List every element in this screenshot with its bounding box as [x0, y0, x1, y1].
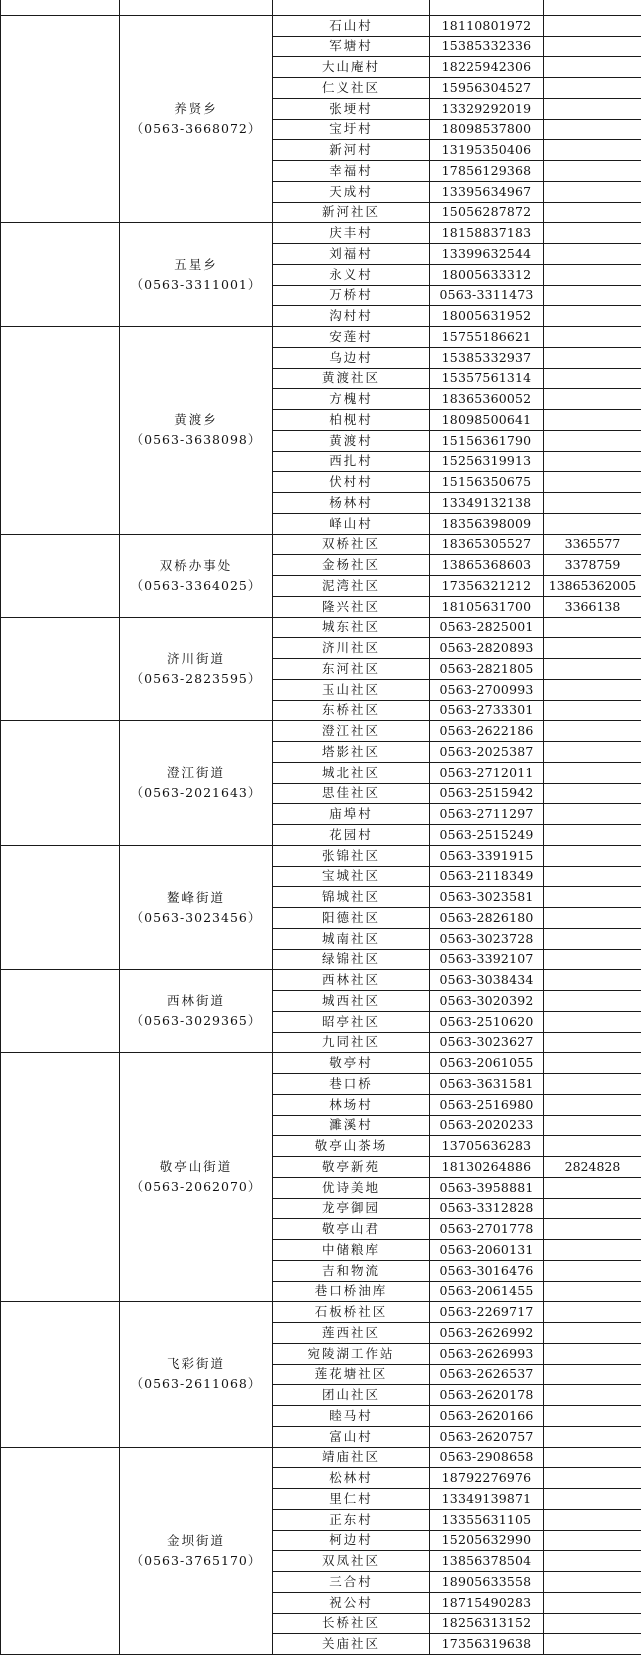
extra-phone: [544, 679, 641, 700]
village-phone: 18356398009: [430, 513, 544, 534]
village-name: 玉山社区: [273, 679, 430, 700]
village-name: [273, 0, 430, 15]
village-phone: 17856129368: [430, 161, 544, 182]
village-phone: 0563-3312828: [430, 1198, 544, 1219]
left-margin-cell: [1, 534, 120, 617]
extra-phone: [544, 1343, 641, 1364]
village-name: 新河社区: [273, 202, 430, 223]
village-name: 张埂村: [273, 98, 430, 119]
extra-phone: [544, 1011, 641, 1032]
village-phone: 15056287872: [430, 202, 544, 223]
township-phone: （0563-2823595）: [120, 669, 272, 689]
table-row: [1, 1053, 641, 1074]
village-phone: 0563-2733301: [430, 700, 544, 721]
township-cell: [120, 617, 273, 721]
left-margin-cell: [1, 970, 120, 1053]
township-name: 澄江街道: [120, 763, 272, 783]
left-margin-cell: [1, 845, 120, 970]
village-name: 昭亭社区: [273, 1011, 430, 1032]
village-phone: 15156350675: [430, 472, 544, 493]
village-name: 万桥村: [273, 285, 430, 306]
extra-phone: [544, 285, 641, 306]
village-phone: 0563-3311473: [430, 285, 544, 306]
village-name: 宝圩村: [273, 119, 430, 140]
village-name: 敬亭山茶场: [273, 1136, 430, 1157]
village-phone: 18792276976: [430, 1468, 544, 1489]
village-name: 安莲村: [273, 327, 430, 348]
village-phone: 0563-2701778: [430, 1219, 544, 1240]
village-name: 黄渡社区: [273, 368, 430, 389]
village-phone: 18225942306: [430, 57, 544, 78]
village-name: 花园村: [273, 825, 430, 846]
village-phone: 13195350406: [430, 140, 544, 161]
table-row: [1, 15, 641, 36]
extra-phone: [544, 949, 641, 970]
extra-phone: 3365577: [544, 534, 641, 555]
village-phone: 15205632990: [430, 1530, 544, 1551]
left-margin-cell: [1, 327, 120, 535]
village-phone: 0563-2700993: [430, 679, 544, 700]
left-margin-cell: [1, 1302, 120, 1447]
village-name: 靖庙社区: [273, 1447, 430, 1468]
township-phone: （0563-3311001）: [120, 275, 272, 295]
village-phone: 0563-2626537: [430, 1364, 544, 1385]
village-name: 大山庵村: [273, 57, 430, 78]
township-cell: [120, 0, 273, 15]
village-phone: 0563-2908658: [430, 1447, 544, 1468]
extra-phone: [544, 140, 641, 161]
village-phone: 0563-2515942: [430, 783, 544, 804]
extra-phone: [544, 1053, 641, 1074]
extra-phone: [544, 1136, 641, 1157]
village-name: 方槐村: [273, 389, 430, 410]
extra-phone: [544, 410, 641, 431]
village-phone: 15357561314: [430, 368, 544, 389]
extra-phone: [544, 244, 641, 265]
extra-phone: [544, 327, 641, 348]
village-name: 沟村村: [273, 306, 430, 327]
village-name: 绿锦社区: [273, 949, 430, 970]
village-name: 长桥社区: [273, 1613, 430, 1634]
village-phone: 0563-3023581: [430, 887, 544, 908]
extra-phone: [544, 866, 641, 887]
village-phone: 13329292019: [430, 98, 544, 119]
extra-phone: [544, 98, 641, 119]
extra-phone: [544, 1613, 641, 1634]
village-name: 莲花塘社区: [273, 1364, 430, 1385]
extra-phone: [544, 36, 641, 57]
extra-phone: [544, 1260, 641, 1281]
township-phone: （0563-3668072）: [120, 119, 272, 139]
village-phone: 0563-3020392: [430, 991, 544, 1012]
village-phone: 18256313152: [430, 1613, 544, 1634]
village-phone: 0563-2820893: [430, 638, 544, 659]
village-phone: 0563-3391915: [430, 845, 544, 866]
extra-phone: [544, 991, 641, 1012]
village-phone: 13349132138: [430, 493, 544, 514]
extra-phone: [544, 57, 641, 78]
village-phone: 18110801972: [430, 15, 544, 36]
township-phone: （0563-2021643）: [120, 783, 272, 803]
township-phone: （0563-2611068）: [120, 1374, 272, 1394]
village-phone: 15755186621: [430, 327, 544, 348]
village-phone: 15256319913: [430, 451, 544, 472]
extra-phone: 2824828: [544, 1157, 641, 1178]
extra-phone: [544, 700, 641, 721]
extra-phone: [544, 1074, 641, 1095]
township-name: 黄渡乡: [120, 410, 272, 430]
left-margin-cell: [1, 617, 120, 721]
village-phone: 18098500641: [430, 410, 544, 431]
village-phone: 0563-2060131: [430, 1240, 544, 1261]
extra-phone: [544, 15, 641, 36]
extra-phone: [544, 1323, 641, 1344]
village-phone: [430, 0, 544, 15]
extra-phone: [544, 887, 641, 908]
township-name: 双桥办事处: [120, 556, 272, 576]
village-phone: 13355631105: [430, 1509, 544, 1530]
village-name: 幸福村: [273, 161, 430, 182]
village-name: 隆兴社区: [273, 596, 430, 617]
township-cell: [120, 15, 273, 223]
extra-phone: 3378759: [544, 555, 641, 576]
township-cell: [120, 970, 273, 1053]
extra-phone: [544, 1115, 641, 1136]
extra-phone: [544, 451, 641, 472]
left-margin-cell: [1, 1053, 120, 1302]
village-name: 峄山村: [273, 513, 430, 534]
village-name: 宝城社区: [273, 866, 430, 887]
extra-phone: [544, 1177, 641, 1198]
table-row: [1, 0, 641, 15]
left-margin-cell: [1, 15, 120, 223]
village-phone: 0563-2620166: [430, 1406, 544, 1427]
village-name: 巷口桥: [273, 1074, 430, 1095]
village-name: 富山村: [273, 1426, 430, 1447]
village-name: 仁义社区: [273, 78, 430, 99]
village-name: 张锦社区: [273, 845, 430, 866]
township-name: 金坝街道: [120, 1531, 272, 1551]
village-phone: 18365360052: [430, 389, 544, 410]
table-row: [1, 223, 641, 244]
extra-phone: [544, 78, 641, 99]
village-phone: 0563-3023627: [430, 1032, 544, 1053]
village-phone: 0563-3023728: [430, 928, 544, 949]
village-phone: 15385332937: [430, 347, 544, 368]
village-name: 塔影社区: [273, 742, 430, 763]
township-phone: （0563-3364025）: [120, 576, 272, 596]
village-name: 吉和物流: [273, 1260, 430, 1281]
village-name: 敬亭山君: [273, 1219, 430, 1240]
township-name: 五星乡: [120, 255, 272, 275]
table-row: [1, 327, 641, 348]
left-margin-cell: [1, 0, 120, 15]
table-row: [1, 845, 641, 866]
village-name: 阳德社区: [273, 908, 430, 929]
village-phone: 0563-2061455: [430, 1281, 544, 1302]
village-name: 杨林村: [273, 493, 430, 514]
village-phone: 18158837183: [430, 223, 544, 244]
extra-phone: 13865362005: [544, 576, 641, 597]
village-phone: 0563-2269717: [430, 1302, 544, 1323]
village-name: 双凤社区: [273, 1551, 430, 1572]
table-row: [1, 721, 641, 742]
left-margin-cell: [1, 223, 120, 327]
village-phone: 15385332336: [430, 36, 544, 57]
village-phone: 13856378504: [430, 1551, 544, 1572]
extra-phone: [544, 762, 641, 783]
village-name: 睦马村: [273, 1406, 430, 1427]
extra-phone: [544, 845, 641, 866]
village-name: 锦城社区: [273, 887, 430, 908]
village-name: 庆丰村: [273, 223, 430, 244]
extra-phone: [544, 368, 641, 389]
township-phone: （0563-3765170）: [120, 1551, 272, 1571]
village-phone: 0563-2118349: [430, 866, 544, 887]
extra-phone: [544, 1551, 641, 1572]
township-name: 养贤乡: [120, 99, 272, 119]
village-phone: 0563-2826180: [430, 908, 544, 929]
village-phone: 0563-2061055: [430, 1053, 544, 1074]
township-phone: （0563-3638098）: [120, 430, 272, 450]
village-phone: 0563-3958881: [430, 1177, 544, 1198]
village-phone: 13705636283: [430, 1136, 544, 1157]
village-name: 优诗美地: [273, 1177, 430, 1198]
left-margin-cell: [1, 1447, 120, 1655]
township-name: 济川街道: [120, 649, 272, 669]
township-name: 敬亭山街道: [120, 1157, 272, 1177]
table-row: [1, 1302, 641, 1323]
village-phone: 0563-2620178: [430, 1385, 544, 1406]
village-phone: 0563-2711297: [430, 804, 544, 825]
village-name: 澄江社区: [273, 721, 430, 742]
village-phone: 13349139871: [430, 1489, 544, 1510]
village-phone: 18005631952: [430, 306, 544, 327]
extra-phone: [544, 0, 641, 15]
extra-phone: [544, 1530, 641, 1551]
township-cell: [120, 845, 273, 970]
village-name: 里仁村: [273, 1489, 430, 1510]
village-name: 石板桥社区: [273, 1302, 430, 1323]
village-phone: 0563-2626993: [430, 1343, 544, 1364]
extra-phone: [544, 1364, 641, 1385]
village-phone: 15156361790: [430, 430, 544, 451]
village-name: 刘福村: [273, 244, 430, 265]
village-name: 东河社区: [273, 659, 430, 680]
village-name: 松林村: [273, 1468, 430, 1489]
village-name: 城西社区: [273, 991, 430, 1012]
village-name: 濉溪村: [273, 1115, 430, 1136]
township-name: 西林街道: [120, 991, 272, 1011]
village-name: 伏村村: [273, 472, 430, 493]
extra-phone: [544, 430, 641, 451]
table-row: [1, 1447, 641, 1468]
village-phone: 0563-2622186: [430, 721, 544, 742]
village-name: 龙亭御园: [273, 1198, 430, 1219]
village-phone: 15956304527: [430, 78, 544, 99]
extra-phone: [544, 119, 641, 140]
village-name: 庙埠村: [273, 804, 430, 825]
extra-phone: [544, 1385, 641, 1406]
village-name: 乌边村: [273, 347, 430, 368]
extra-phone: [544, 1489, 641, 1510]
village-name: 泥湾社区: [273, 576, 430, 597]
village-name: 三合村: [273, 1572, 430, 1593]
extra-phone: [544, 1198, 641, 1219]
village-name: 正东村: [273, 1509, 430, 1530]
village-name: 城南社区: [273, 928, 430, 949]
extra-phone: [544, 202, 641, 223]
extra-phone: [544, 638, 641, 659]
village-phone: 0563-2620757: [430, 1426, 544, 1447]
township-name: 鳌峰街道: [120, 888, 272, 908]
township-cell: [120, 1447, 273, 1655]
extra-phone: [544, 1509, 641, 1530]
extra-phone: [544, 1094, 641, 1115]
extra-phone: [544, 1219, 641, 1240]
extra-phone: [544, 928, 641, 949]
village-phone: 0563-2025387: [430, 742, 544, 763]
extra-phone: [544, 1634, 641, 1655]
village-name: 柏枧村: [273, 410, 430, 431]
village-name: 石山村: [273, 15, 430, 36]
village-name: 西林社区: [273, 970, 430, 991]
township-cell: [120, 721, 273, 846]
table-row: [1, 970, 641, 991]
village-name: 团山社区: [273, 1385, 430, 1406]
extra-phone: [544, 1426, 641, 1447]
village-name: 柯边村: [273, 1530, 430, 1551]
extra-phone: [544, 1240, 641, 1261]
village-name: 城北社区: [273, 762, 430, 783]
township-phone: （0563-3029365）: [120, 1011, 272, 1031]
township-cell: [120, 1053, 273, 1302]
village-phone: 0563-2821805: [430, 659, 544, 680]
township-phone: （0563-2062070）: [120, 1177, 272, 1197]
extra-phone: [544, 742, 641, 763]
extra-phone: [544, 659, 641, 680]
village-name: 永义村: [273, 264, 430, 285]
extra-phone: [544, 1032, 641, 1053]
village-phone: 0563-2515249: [430, 825, 544, 846]
village-phone: 17356321212: [430, 576, 544, 597]
village-name: 中储粮库: [273, 1240, 430, 1261]
extra-phone: [544, 347, 641, 368]
extra-phone: [544, 783, 641, 804]
village-name: 祝公村: [273, 1592, 430, 1613]
village-phone: 18905633558: [430, 1572, 544, 1593]
village-phone: 0563-2516980: [430, 1094, 544, 1115]
village-name: 思佳社区: [273, 783, 430, 804]
extra-phone: [544, 513, 641, 534]
village-phone: 13399632544: [430, 244, 544, 265]
village-name: 西扎村: [273, 451, 430, 472]
village-phone: 0563-2712011: [430, 762, 544, 783]
township-cell: [120, 534, 273, 617]
village-name: 天成村: [273, 181, 430, 202]
extra-phone: [544, 1406, 641, 1427]
village-phone: 0563-3631581: [430, 1074, 544, 1095]
contact-table-body: [1, 0, 641, 1655]
village-phone: 0563-2626992: [430, 1323, 544, 1344]
village-phone: 13395634967: [430, 181, 544, 202]
extra-phone: [544, 161, 641, 182]
extra-phone: [544, 1447, 641, 1468]
extra-phone: [544, 908, 641, 929]
village-name: 关庙社区: [273, 1634, 430, 1655]
extra-phone: [544, 1592, 641, 1613]
village-name: 济川社区: [273, 638, 430, 659]
village-phone: 18130264886: [430, 1157, 544, 1178]
village-name: 九同社区: [273, 1032, 430, 1053]
village-phone: 18715490283: [430, 1592, 544, 1613]
village-name: 军塘村: [273, 36, 430, 57]
extra-phone: [544, 1572, 641, 1593]
extra-phone: [544, 721, 641, 742]
village-phone: 0563-2825001: [430, 617, 544, 638]
village-name: 敬亭新苑: [273, 1157, 430, 1178]
township-name: 飞彩街道: [120, 1354, 272, 1374]
extra-phone: [544, 804, 641, 825]
extra-phone: [544, 306, 641, 327]
village-phone: 0563-2020233: [430, 1115, 544, 1136]
village-phone: 0563-2510620: [430, 1011, 544, 1032]
extra-phone: [544, 181, 641, 202]
township-cell: [120, 327, 273, 535]
village-name: 城东社区: [273, 617, 430, 638]
village-name: 巷口桥油库: [273, 1281, 430, 1302]
village-phone: 17356319638: [430, 1634, 544, 1655]
village-phone: 0563-3392107: [430, 949, 544, 970]
village-name: 金杨社区: [273, 555, 430, 576]
village-phone: 18005633312: [430, 264, 544, 285]
extra-phone: [544, 389, 641, 410]
village-phone: 0563-3016476: [430, 1260, 544, 1281]
extra-phone: [544, 825, 641, 846]
village-phone: 18105631700: [430, 596, 544, 617]
village-name: 新河村: [273, 140, 430, 161]
table-row: [1, 617, 641, 638]
extra-phone: [544, 617, 641, 638]
extra-phone: [544, 1281, 641, 1302]
left-margin-cell: [1, 721, 120, 846]
village-phone: 0563-3038434: [430, 970, 544, 991]
village-name: 双桥社区: [273, 534, 430, 555]
township-cell: [120, 1302, 273, 1447]
village-phone: 13865368603: [430, 555, 544, 576]
village-name: 宛陵湖工作站: [273, 1343, 430, 1364]
township-phone: （0563-3023456）: [120, 908, 272, 928]
village-phone: 18098537800: [430, 119, 544, 140]
village-name: 莲西社区: [273, 1323, 430, 1344]
township-cell: [120, 223, 273, 327]
village-name: 敬亭村: [273, 1053, 430, 1074]
extra-phone: [544, 264, 641, 285]
extra-phone: 3366138: [544, 596, 641, 617]
extra-phone: [544, 493, 641, 514]
table-row: [1, 534, 641, 555]
village-phone: 18365305527: [430, 534, 544, 555]
village-name: 黄渡村: [273, 430, 430, 451]
village-name: 林场村: [273, 1094, 430, 1115]
extra-phone: [544, 472, 641, 493]
village-name: 东桥社区: [273, 700, 430, 721]
extra-phone: [544, 1302, 641, 1323]
extra-phone: [544, 223, 641, 244]
extra-phone: [544, 1468, 641, 1489]
extra-phone: [544, 970, 641, 991]
